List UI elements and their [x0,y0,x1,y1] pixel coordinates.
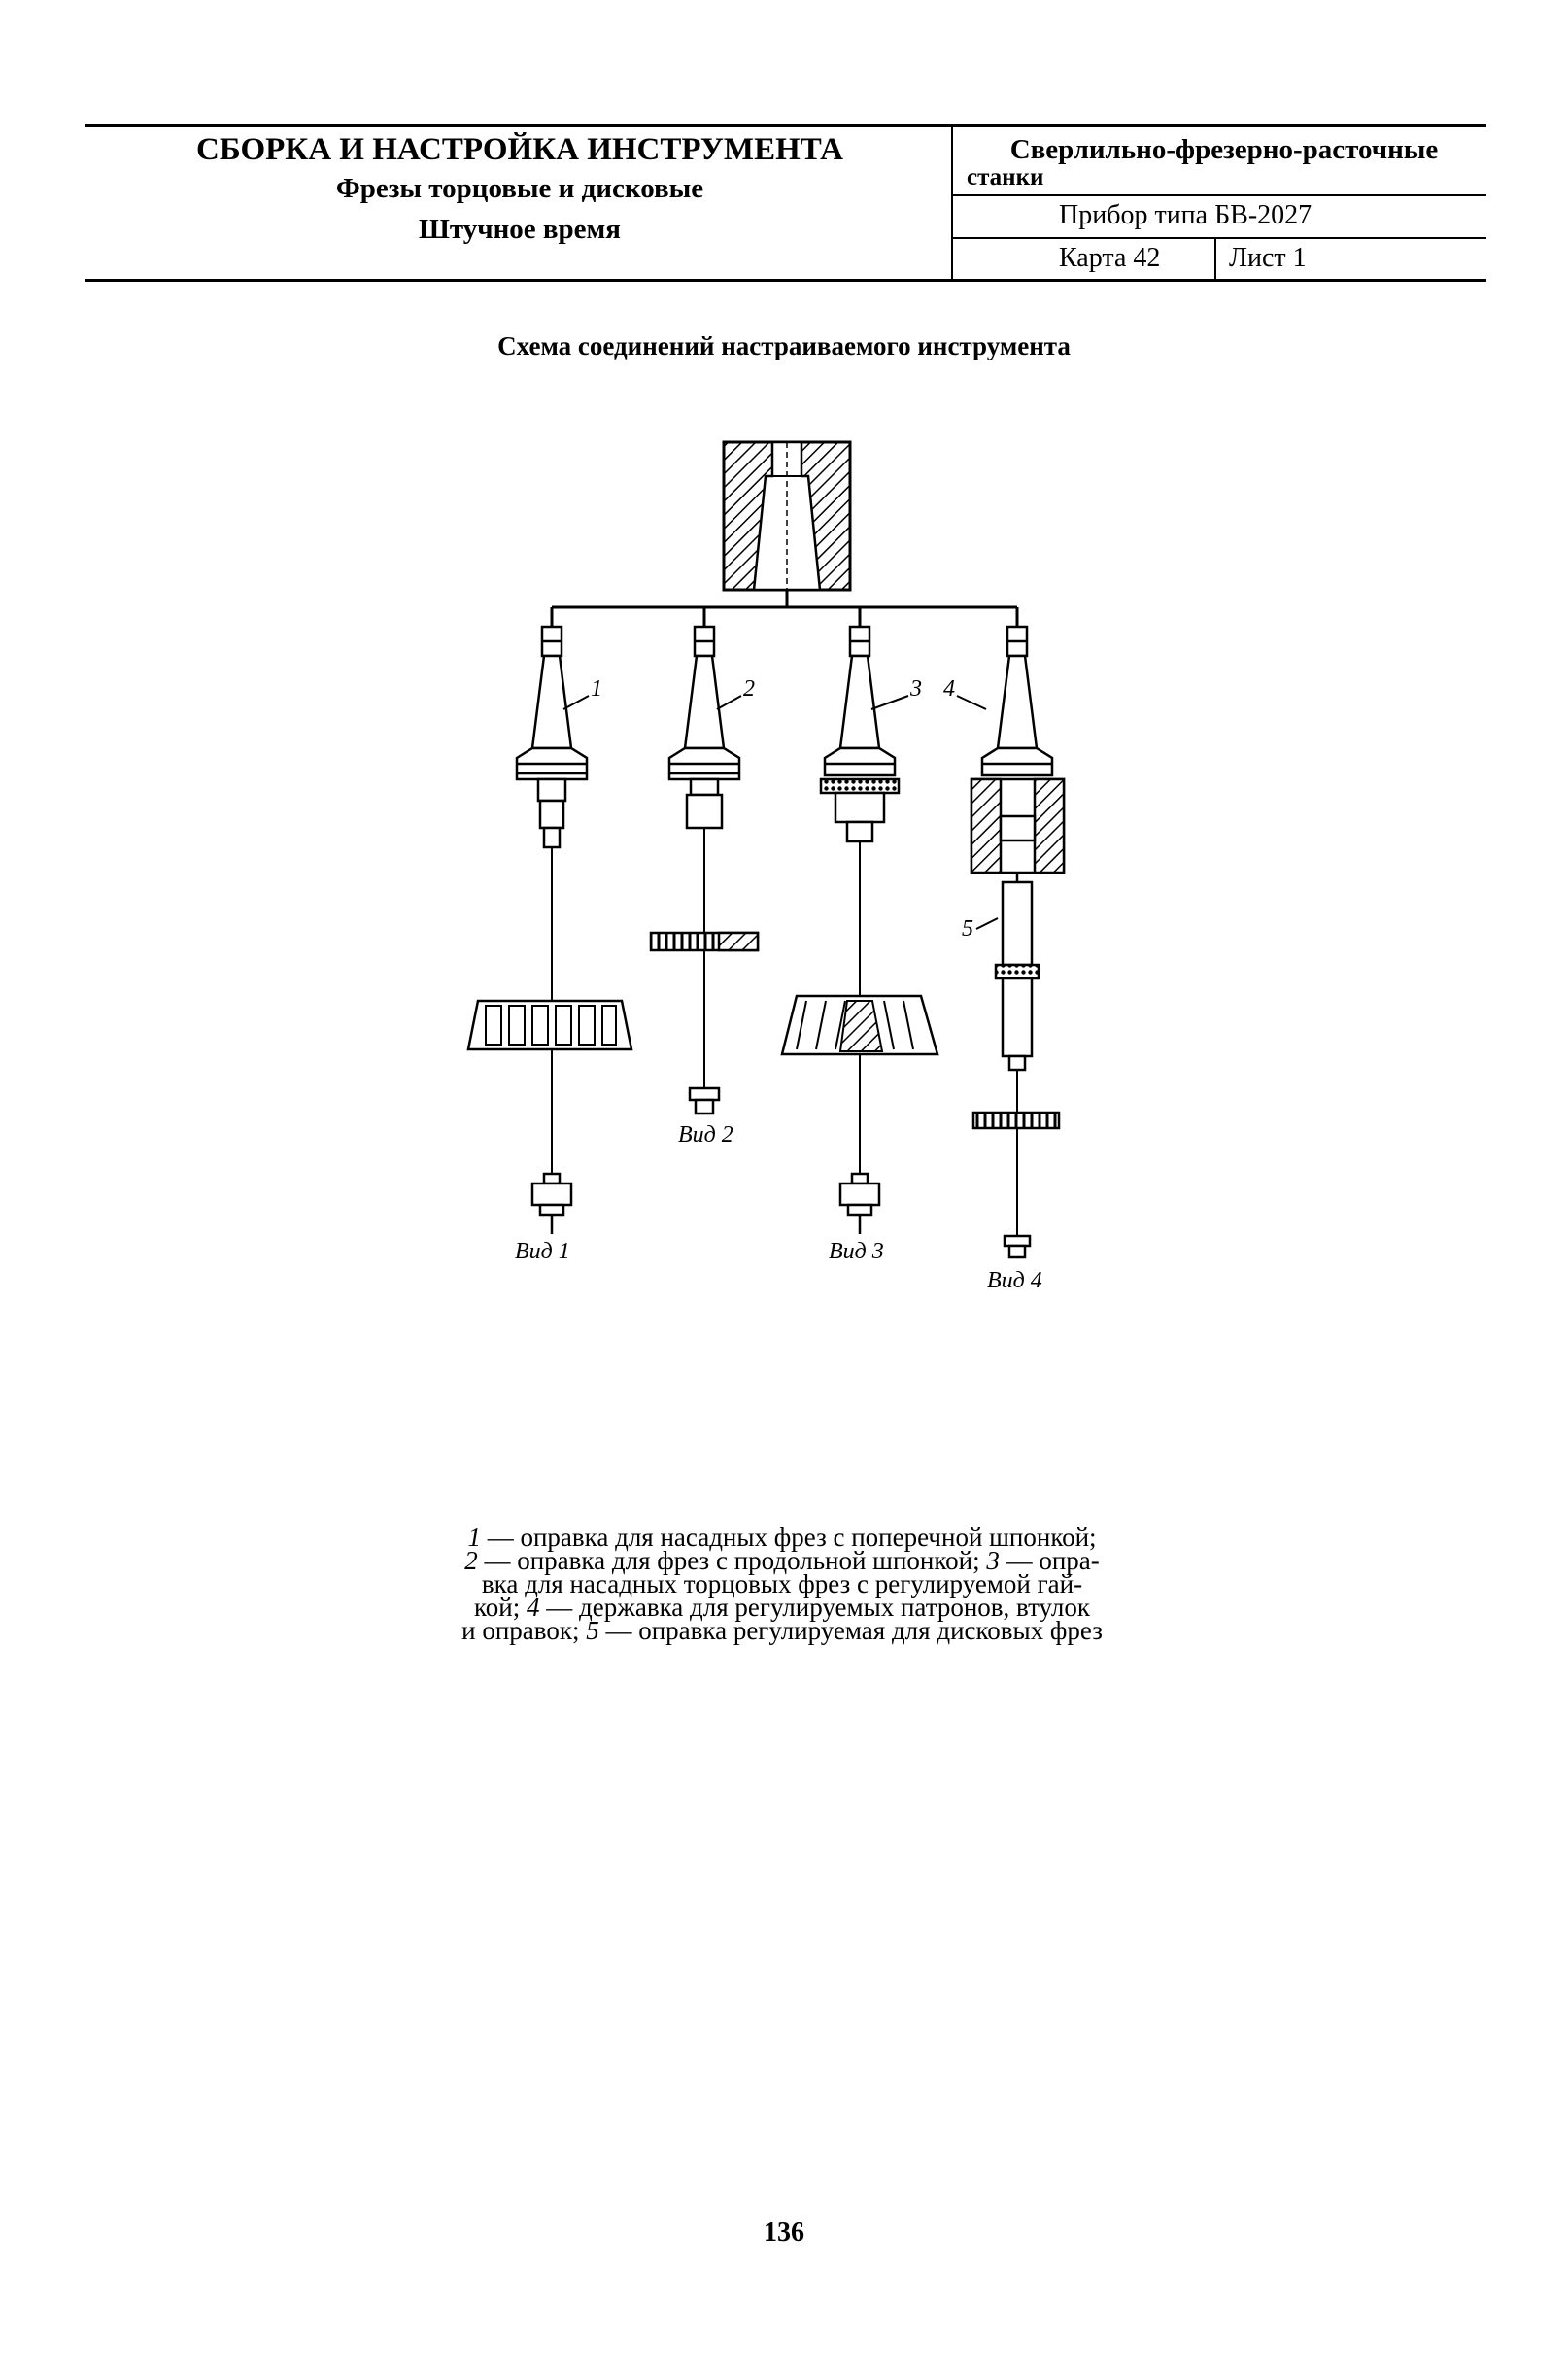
header-sheet: Лист 1 [1229,243,1307,273]
header-row-rule-2 [952,237,1486,239]
label-2: 2 [743,676,755,702]
view-label-4: Вид 4 [987,1268,1042,1293]
arbor-1 [468,627,631,1234]
label-1: 1 [591,676,602,702]
header-subtitle-time: Штучное время [419,214,621,245]
tool-connection-diagram [408,418,1146,1351]
holder-4 [971,627,1064,1257]
header-bottom-rule [85,279,1486,282]
header-card: Карта 42 [1059,243,1161,273]
label-4: 4 [943,676,955,702]
connection-lines [552,590,1017,627]
header-machine-type: Сверлильно-фрезерно-расточные [1009,134,1439,165]
caption-num-4: 4 [526,1593,540,1622]
caption-num-1: 1 [467,1523,481,1552]
header-divider [951,124,953,282]
leader-lines [563,696,998,929]
caption-text-3b: вка для насадных торцовых фрез с регулируемой гай- [481,1569,1083,1598]
caption-num-5: 5 [586,1616,599,1645]
arbor-2 [651,627,758,1114]
header-subtitle: Фрезы торцовые и дисковые [335,173,704,204]
view-label-1: Вид 1 [515,1239,570,1264]
header-row-rule-1 [952,194,1486,196]
spindle-block [724,442,850,590]
view-label-2: Вид 2 [678,1122,733,1148]
header-title: СБОРКА И НАСТРОЙКА ИНСТРУМЕНТА [196,132,843,167]
section-title: Схема соединений настраиваемого инструмента [497,331,1071,360]
caption-text-1: — оправка для насадных фрез с поперечной шпонкой; [480,1523,1097,1552]
page-number: 136 [764,2217,804,2247]
label-3: 3 [910,676,922,702]
caption-num-3: 3 [986,1546,1000,1575]
arbor-3 [782,627,937,1234]
header-machine-type-cont: станки [967,164,1044,190]
caption-text-5: — оправка регулируемая для дисковых фрез [598,1616,1103,1645]
caption-text-5a: и оправок; [461,1616,587,1645]
view-label-3: Вид 3 [829,1239,884,1264]
figure-caption [389,1523,1176,1645]
caption-text-2: — оправка для фрез с продольной шпонкой; [477,1546,987,1575]
header-top-rule [85,124,1486,127]
label-5: 5 [962,916,973,942]
caption-text-3c: кой; [474,1593,527,1622]
header-card-divider [1214,238,1216,281]
header-device: Прибор типа БВ-2027 [1059,200,1312,230]
caption-num-2: 2 [464,1546,478,1575]
caption-text-3a: — опра- [999,1546,1100,1575]
caption-text-4: — державка для регулируемых патронов, втулок [539,1593,1090,1622]
